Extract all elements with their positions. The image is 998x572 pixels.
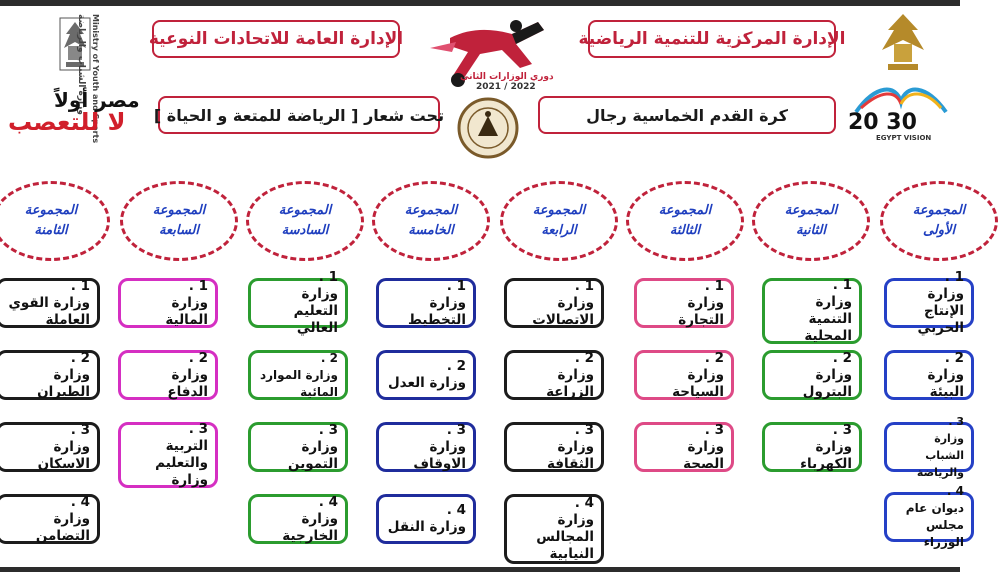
group-5-title-line2: الخامسة (408, 223, 454, 238)
egypt-emblem (868, 10, 938, 74)
group-1-team-4: 4 . ديوان عام مجلس الوزراء (884, 492, 974, 542)
vision-2030-logo (846, 82, 956, 144)
group-7-team-1: 1 . وزارة المالية (118, 278, 218, 328)
group-3-team-1: 1 . وزارة التجارة (634, 278, 734, 328)
group-4-title-line1: المجموعة (532, 203, 586, 218)
slogan-banner (153, 96, 445, 134)
group-7-title-line2: السابعة (159, 223, 199, 238)
group-1-team-1: 1 . وزارة الإنتاج الحربي (884, 278, 974, 328)
group-5-team-2: 2 . وزارة العدل (376, 350, 476, 400)
group-3-title-line1: المجموعة (658, 203, 712, 218)
group-1-team-2: 2 . وزارة البيئة (884, 350, 974, 400)
group-1-header (880, 181, 998, 261)
campaign-line2: لا للتعصب (8, 108, 126, 136)
general-admin-text: الإدارة العامة للاتحادات النوعية (148, 29, 404, 49)
group-3-team-3: 3 . وزارة الصحة (634, 422, 734, 472)
sports-emblem (452, 96, 524, 160)
group-4-header (500, 181, 618, 261)
vision-2030-number: 20 30 (848, 110, 917, 135)
group-4-team-4: 4 . وزارة المجالس النيابية (504, 494, 604, 564)
ministry-name-ar: وزارة الشباب والرياضة (76, 14, 86, 115)
group-2-title-line1: المجموعة (784, 203, 838, 218)
group-8-team-3: 3 . وزارة الاسكان (0, 422, 100, 472)
group-6-title-line2: السادسة (281, 223, 329, 238)
group-8-team-2: 2 . وزارة الطيران (0, 350, 100, 400)
group-1-team-3: 3 . وزارة الشباب والرياضة (884, 422, 974, 472)
group-1-title-line2: الأولى (922, 223, 956, 238)
group-7-team-2: 2 . وزارة الدفاع (118, 350, 218, 400)
central-admin-text: الإدارة المركزية للتنمية الرياضية (578, 29, 846, 49)
group-6-title-line1: المجموعة (278, 203, 332, 218)
group-3-header (626, 181, 744, 261)
vision-2030-text: EGYPT VISION (876, 134, 932, 142)
group-5-title-line1: المجموعة (404, 203, 458, 218)
group-8-team-1: 1 . وزارة القوي العاملة (0, 278, 100, 328)
central-admin-banner (578, 20, 846, 58)
bottom-border (0, 567, 960, 572)
slogan-text: تحت شعار [ الرياضة للمتعة و الحياة ] (153, 105, 445, 125)
group-2-team-3: 3 . وزارة الكهرباء (762, 422, 862, 472)
group-2-team-1: 1 . وزارة التنمية المحلية (762, 278, 862, 344)
group-7-header (120, 181, 238, 261)
group-5-header (372, 181, 490, 261)
sport-text: كرة القدم الخماسية رجال (586, 105, 788, 125)
group-8-title-line2: الثامنة (34, 223, 68, 238)
group-4-team-1: 1 . وزارة الاتصالات (504, 278, 604, 328)
group-1-title-line1: المجموعة (912, 203, 966, 218)
group-6-team-2: 2 . وزارة الموارد المائية (248, 350, 348, 400)
league-name: دوري الوزارات الثاني (460, 72, 554, 82)
sport-banner (538, 96, 836, 134)
group-5-team-4: 4 . وزارة النقل (376, 494, 476, 544)
group-3-team-2: 2 . وزارة السياحة (634, 350, 734, 400)
top-border (0, 0, 960, 6)
league-season: 2021 / 2022 (476, 82, 536, 92)
group-8-team-4: 4 . وزارة التضامن (0, 494, 100, 544)
group-2-header (752, 181, 870, 261)
group-7-title-line1: المجموعة (152, 203, 206, 218)
group-4-team-2: 2 . وزارة الزراعة (504, 350, 604, 400)
group-5-team-1: 1 . وزارة التخطيط (376, 278, 476, 328)
group-3-title-line2: الثالثة (669, 223, 701, 238)
group-8-header (0, 181, 110, 261)
group-6-header (246, 181, 364, 261)
group-5-team-3: 3 . وزارة الاوقاف (376, 422, 476, 472)
ministry-emblem-icon (452, 96, 524, 160)
group-8-title-line1: المجموعة (24, 203, 78, 218)
general-admin-banner (148, 20, 404, 58)
group-4-title-line2: الرابعة (541, 223, 577, 238)
group-4-team-3: 3 . وزارة الثقافة (504, 422, 604, 472)
group-6-team-4: 4 . وزارة الخارجية (248, 494, 348, 544)
egypt-eagle-icon (868, 10, 938, 74)
group-2-title-line2: الثانية (796, 223, 826, 238)
group-6-team-1: 1 . وزارة التعليم العالي (248, 278, 348, 328)
group-2-team-2: 2 . وزارة البترول (762, 350, 862, 400)
group-7-team-3: 3 . التربية والتعليم وزارة (118, 422, 218, 488)
campaign-line1: مصر أولاً (54, 88, 140, 112)
group-6-team-3: 3 . وزارة التموين (248, 422, 348, 472)
ministry-name-en: Ministry of Youth and Sports (91, 14, 100, 144)
